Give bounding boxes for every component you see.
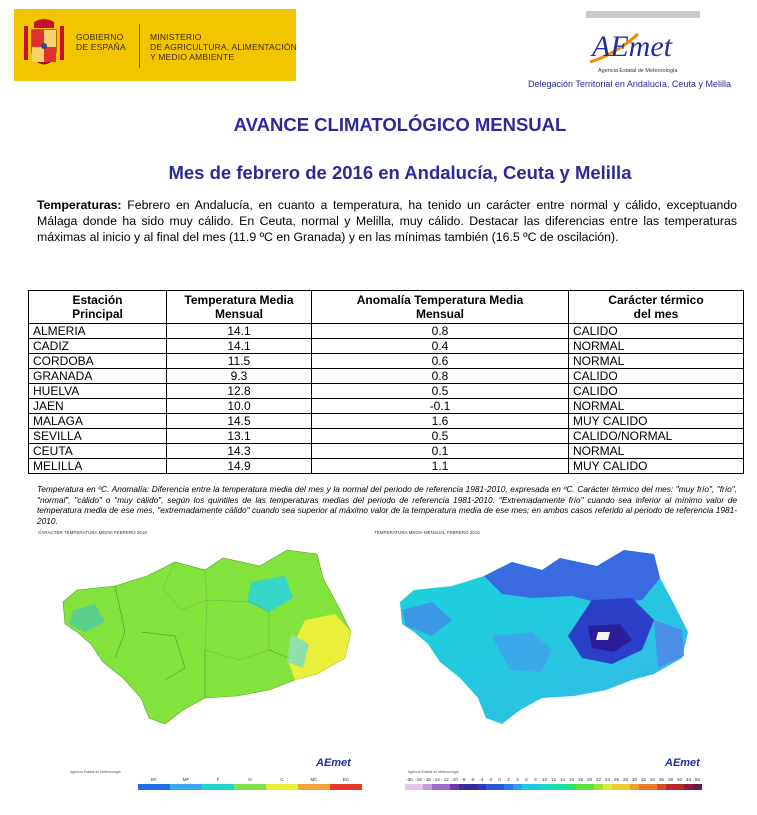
legend-label: -4 xyxy=(479,777,484,782)
left-map-legend-labels xyxy=(138,777,362,782)
legend-label: 4 xyxy=(516,777,519,782)
legend-label: 24 xyxy=(604,777,610,782)
temp-cell: 14.5 xyxy=(167,414,312,429)
legend-swatch xyxy=(585,784,594,790)
temp-cell: 10.0 xyxy=(167,399,312,414)
station-cell: CEUTA xyxy=(29,444,167,459)
legend-label: 18 xyxy=(577,777,583,782)
legend-label: 14 xyxy=(559,777,565,782)
legend-swatch xyxy=(576,784,585,790)
table-row xyxy=(29,339,744,354)
temp-cell: 13.1 xyxy=(167,429,312,444)
temp-cell: 14.9 xyxy=(167,459,312,474)
character-cell: NORMAL xyxy=(569,444,744,459)
table-row xyxy=(29,429,744,444)
right-map-logo-sub: Agencia Estatal de Meteorología xyxy=(408,770,459,774)
legend-swatch xyxy=(684,784,693,790)
character-cell: CALIDO xyxy=(569,324,744,339)
header-anomaly: Anomalía Temperatura Media Mensual xyxy=(312,291,569,324)
left-map-title: CARACTER TEMPERATURA MEDIA FEBRERO 2016 xyxy=(38,530,147,535)
right-map-color-bar xyxy=(405,784,702,790)
legend-swatch xyxy=(675,784,684,790)
legend-swatch xyxy=(648,784,657,790)
legend-swatch xyxy=(202,784,234,790)
legend-swatch xyxy=(477,784,486,790)
legend-swatch xyxy=(459,784,468,790)
table-row xyxy=(29,354,744,369)
table-row xyxy=(29,414,744,429)
legend-swatch xyxy=(495,784,504,790)
legend-label: 34 xyxy=(649,777,655,782)
legend-swatch xyxy=(432,784,441,790)
character-cell: NORMAL xyxy=(569,399,744,414)
legend-label: N xyxy=(248,777,252,782)
aemet-top-bar xyxy=(586,11,700,18)
government-name: GOBIERNO DE ESPAÑA xyxy=(76,32,126,52)
legend-label: 10 xyxy=(541,777,547,782)
legend-label: 6 xyxy=(525,777,528,782)
legend-swatch xyxy=(450,784,459,790)
legend-swatch xyxy=(639,784,648,790)
legend-label: MF xyxy=(182,777,190,782)
legend-label: MC xyxy=(310,777,318,782)
delegation-label: Delegación Territorial en Andalucía, Ceuta y Melilla xyxy=(528,79,731,89)
legend-swatch xyxy=(441,784,450,790)
anomaly-cell: 1.1 xyxy=(312,459,569,474)
legend-label: 22 xyxy=(595,777,601,782)
aemet-logo-text: AEmet xyxy=(592,30,672,63)
climate-table xyxy=(28,290,744,474)
legend-swatch xyxy=(666,784,675,790)
legend-label: 40 xyxy=(676,777,682,782)
aemet-logo xyxy=(586,24,686,66)
coat-of-arms-icon xyxy=(22,16,66,68)
right-map-logo: AEmet xyxy=(665,757,700,769)
legend-label: -30 xyxy=(406,777,413,782)
temp-cell: 9.3 xyxy=(167,369,312,384)
aemet-subtitle: Agencia Estatal de Meteorología xyxy=(598,68,678,74)
character-cell: MUY CALIDO xyxy=(569,414,744,429)
anomaly-cell: 0.4 xyxy=(312,339,569,354)
character-cell: CALIDO xyxy=(569,384,744,399)
left-map-logo: AEmet xyxy=(316,757,351,769)
anomaly-cell: 0.5 xyxy=(312,429,569,444)
header-station: Estación Principal xyxy=(29,291,167,324)
table-header-row xyxy=(29,291,744,324)
summary-body: Febrero en Andalucía, en cuanto a temperatura, ha tenido un carácter entre normal y cálido, exceptuando Málaga donde ha sido muy cálido. En Ceuta, normal y Melilla, muy cálido. Destacar las diferencias entre las temperaturas máximas al inicio y al final del mes (11.9 ºC en Granada) y en las mínimas también (16.5 ºC de oscilación). xyxy=(37,198,737,244)
character-map xyxy=(55,540,365,740)
legend-label: -18 xyxy=(415,777,422,782)
temp-cell: 14.1 xyxy=(167,339,312,354)
temp-cell: 14.1 xyxy=(167,324,312,339)
legend-swatch xyxy=(621,784,630,790)
header-character: Carácter térmico del mes xyxy=(569,291,744,324)
temp-cell: 14.3 xyxy=(167,444,312,459)
legend-swatch xyxy=(298,784,330,790)
legend-label: F xyxy=(216,777,220,782)
legend-label: -10 xyxy=(451,777,458,782)
legend-swatch xyxy=(540,784,549,790)
station-cell: MELILLA xyxy=(29,459,167,474)
ministry-name: MINISTERIO DE AGRICULTURA, ALIMENTACIÓN Y MEDIO AMBIENTE xyxy=(150,32,297,62)
legend-swatch xyxy=(504,784,513,790)
legend-swatch xyxy=(549,784,558,790)
left-map-color-bar xyxy=(138,784,362,790)
legend-swatch xyxy=(468,784,477,790)
legend-swatch xyxy=(531,784,540,790)
legend-label: 28 xyxy=(622,777,628,782)
legend-swatch xyxy=(594,784,603,790)
station-cell: ALMERIA xyxy=(29,324,167,339)
temperature-summary xyxy=(37,197,737,245)
legend-label: 36 xyxy=(658,777,664,782)
anomaly-cell: 0.1 xyxy=(312,444,569,459)
legend-label: -2 xyxy=(488,777,493,782)
page-title: AVANCE CLIMATOLÓGICO MENSUAL xyxy=(233,114,567,135)
character-cell: NORMAL xyxy=(569,354,744,369)
legend-swatch xyxy=(567,784,576,790)
legend-swatch xyxy=(423,784,432,790)
station-cell: JAEN xyxy=(29,399,167,414)
legend-label: 8 xyxy=(534,777,537,782)
legend-label: -8 xyxy=(461,777,466,782)
legend-label: -6 xyxy=(470,777,475,782)
left-map-logo-sub: Agencia Estatal de Meteorología xyxy=(70,770,121,774)
station-cell: MALAGA xyxy=(29,414,167,429)
legend-swatch xyxy=(138,784,170,790)
station-cell: SEVILLA xyxy=(29,429,167,444)
header-divider xyxy=(139,24,140,68)
character-cell: NORMAL xyxy=(569,339,744,354)
legend-swatch xyxy=(657,784,666,790)
legend-swatch xyxy=(522,784,531,790)
legend-label: 2 xyxy=(507,777,510,782)
legend-label: 16 xyxy=(568,777,574,782)
legend-label: EC xyxy=(342,777,350,782)
legend-label: EF xyxy=(151,777,157,782)
station-cell: CADIZ xyxy=(29,339,167,354)
legend-swatch xyxy=(414,784,423,790)
legend-label: -14 xyxy=(433,777,440,782)
anomaly-cell: 1.6 xyxy=(312,414,569,429)
header-mean-temp: Temperatura Media Mensual xyxy=(167,291,312,324)
legend-label: 30 xyxy=(631,777,637,782)
page-subtitle: Mes de febrero de 2016 en Andalucía, Ceuta y Melilla xyxy=(168,162,632,183)
legend-label: 20 xyxy=(586,777,592,782)
anomaly-cell: 0.8 xyxy=(312,369,569,384)
table-row xyxy=(29,444,744,459)
legend-swatch xyxy=(170,784,202,790)
temperature-map xyxy=(392,540,702,740)
right-map-legend-labels xyxy=(405,777,702,782)
legend-swatch xyxy=(630,784,639,790)
temp-cell: 11.5 xyxy=(167,354,312,369)
character-cell: CALIDO xyxy=(569,369,744,384)
legend-swatch xyxy=(603,784,612,790)
right-map-title: TEMPERATURA MEDIA MENSUAL FEBRERO 2016 xyxy=(374,530,480,535)
character-cell: MUY CALIDO xyxy=(569,459,744,474)
table-row xyxy=(29,369,744,384)
character-cell: CALIDO/NORMAL xyxy=(569,429,744,444)
legend-swatch xyxy=(612,784,621,790)
legend-label: 0 xyxy=(498,777,501,782)
legend-label: 38 xyxy=(667,777,673,782)
table-row xyxy=(29,324,744,339)
table-row xyxy=(29,384,744,399)
table-row xyxy=(29,459,744,474)
legend-label: 44 xyxy=(685,777,691,782)
legend-swatch xyxy=(405,784,414,790)
legend-swatch xyxy=(558,784,567,790)
legend-label: 50 xyxy=(694,777,700,782)
legend-swatch xyxy=(486,784,495,790)
station-cell: GRANADA xyxy=(29,369,167,384)
legend-label: -16 xyxy=(424,777,431,782)
anomaly-cell: 0.6 xyxy=(312,354,569,369)
legend-label: 12 xyxy=(550,777,556,782)
legend-swatch xyxy=(693,784,702,790)
table-footnote: Temperatura en ºC. Anomalía: Diferencia entre la temperatura media del mes y la normal del periodo de referencia 1981-2010, expresada en ºC. Carácter térmico del mes: "muy frío", "frío", "normal", "cálido" o "muy cálido", según los quintiles de las temperaturas medias del periodo de referencia 1981-2010. "Extremadamente frío" cuando sea inferior al mínimo valor de temperatura media de ese mes, "extremadamente cálido" cuando sea superior al máximo valor de la temperatura media de ese mes; en ambos casos referido al periodo de referencia 1981-2010. xyxy=(37,484,737,526)
anomaly-cell: 0.5 xyxy=(312,384,569,399)
anomaly-cell: 0.8 xyxy=(312,324,569,339)
legend-swatch xyxy=(234,784,266,790)
temp-cell: 12.8 xyxy=(167,384,312,399)
legend-label: -12 xyxy=(442,777,449,782)
legend-label: C xyxy=(280,777,284,782)
table-row xyxy=(29,399,744,414)
legend-swatch xyxy=(513,784,522,790)
anomaly-cell: -0.1 xyxy=(312,399,569,414)
station-cell: CORDOBA xyxy=(29,354,167,369)
legend-label: 26 xyxy=(613,777,619,782)
summary-lead: Temperaturas: xyxy=(37,198,122,212)
station-cell: HUELVA xyxy=(29,384,167,399)
legend-swatch xyxy=(330,784,362,790)
legend-swatch xyxy=(266,784,298,790)
legend-label: 32 xyxy=(640,777,646,782)
